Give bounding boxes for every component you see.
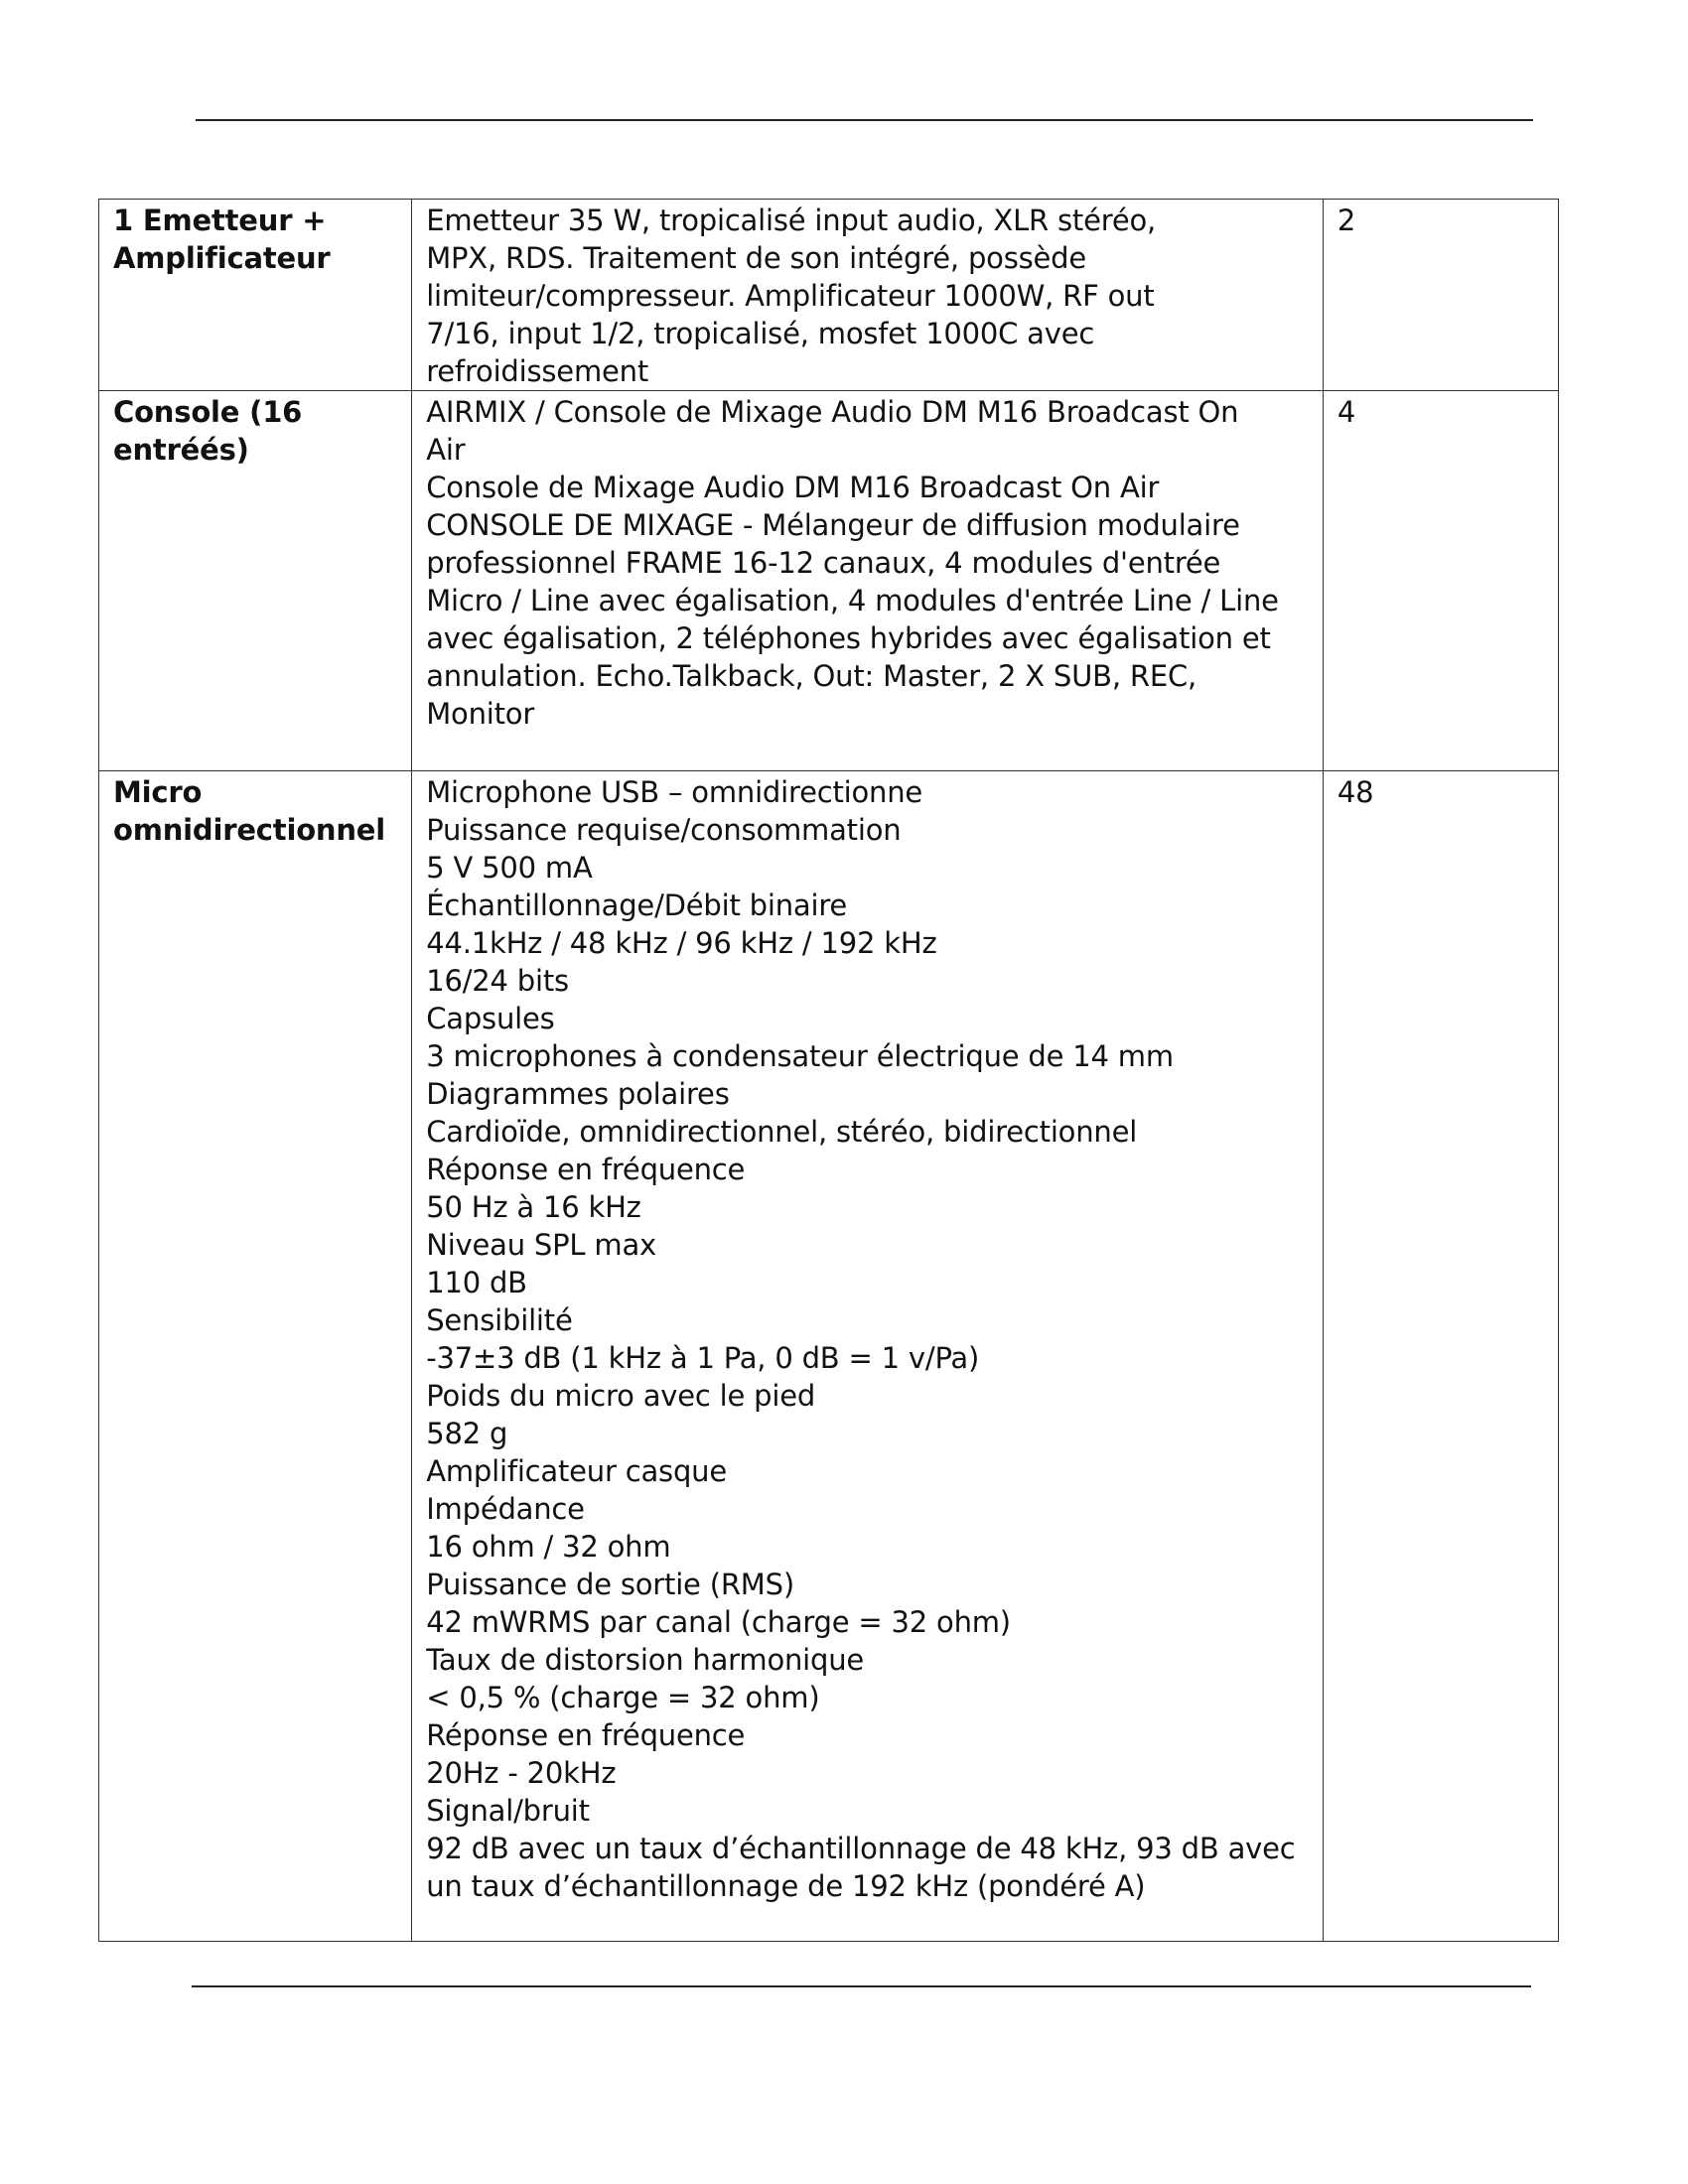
description-line: un taux d’échantillonnage de 192 kHz (pondéré A) [426, 1869, 1146, 1903]
description-line: 582 g [426, 1417, 508, 1450]
description-line: Signal/bruit [426, 1794, 590, 1828]
description-line: Puissance de sortie (RMS) [426, 1568, 794, 1601]
description-line: Niveau SPL max [426, 1228, 656, 1262]
description-line: Microphone USB – omnidirectionne [426, 775, 923, 809]
item-name-line: 1 Emetteur + [113, 204, 327, 237]
description-line: Emetteur 35 W, tropicalisé input audio, XLR stéréo, [426, 204, 1157, 237]
table-row [99, 771, 1559, 1942]
description-line: limiteur/compresseur. Amplificateur 1000W, RF out [426, 279, 1155, 313]
item-quantity-cell [1323, 771, 1558, 1942]
description-line: MPX, RDS. Traitement de son intégré, possède [426, 241, 1087, 275]
description-line: 44.1kHz / 48 kHz / 96 kHz / 192 kHz [426, 926, 937, 960]
item-quantity-cell [1323, 200, 1558, 391]
item-name-line: Micro [113, 775, 203, 809]
item-name-line: omnidirectionnel [113, 813, 386, 847]
description-line: Capsules [426, 1002, 555, 1035]
item-quantity-cell [1323, 391, 1558, 771]
description-line: Taux de distorsion harmonique [426, 1643, 865, 1677]
item-description-cell [412, 200, 1324, 391]
description-line: Poids du micro avec le pied [426, 1379, 816, 1413]
description-line: AIRMIX / Console de Mixage Audio DM M16 Broadcast On [426, 395, 1239, 429]
description-line: 7/16, input 1/2, tropicalisé, mosfet 1000C avec [426, 317, 1095, 350]
description-line: Puissance requise/consommation [426, 813, 902, 847]
description-line: Diagrammes polaires [426, 1077, 730, 1111]
description-line: 16/24 bits [426, 964, 569, 998]
table-row [99, 200, 1559, 391]
description-line: Amplificateur casque [426, 1454, 727, 1488]
table-row [99, 391, 1559, 771]
description-line: Réponse en fréquence [426, 1718, 746, 1752]
description-line: Échantillonnage/Débit binaire [426, 888, 848, 922]
description-line: 92 dB avec un taux d’échantillonnage de 48 kHz, 93 dB avec [426, 1832, 1296, 1865]
description-line: 110 dB [426, 1266, 527, 1299]
description-line: avec égalisation, 2 téléphones hybrides avec égalisation et [426, 621, 1271, 655]
description-line: refroidissement [426, 354, 648, 388]
item-name-line: entréés) [113, 433, 249, 467]
header-rule [196, 119, 1533, 121]
description-line: 3 microphones à condensateur électrique de 14 mm [426, 1039, 1174, 1073]
description-line: Cardioïde, omnidirectionnel, stéréo, bidirectionnel [426, 1115, 1138, 1149]
description-line: 42 mWRMS par canal (charge = 32 ohm) [426, 1605, 1011, 1639]
description-line: Console de Mixage Audio DM M16 Broadcast On Air [426, 471, 1160, 504]
item-name-line: Console (16 [113, 395, 303, 429]
item-name-cell [99, 200, 412, 391]
description-line: Sensibilité [426, 1303, 573, 1337]
item-name-line: Amplificateur [113, 241, 331, 275]
item-name-cell [99, 391, 412, 771]
quantity-value: 2 [1336, 204, 1356, 237]
item-description-cell [412, 771, 1324, 1942]
description-line: Micro / Line avec égalisation, 4 modules d'entrée Line / Line [426, 584, 1279, 617]
equipment-spec-table [98, 199, 1559, 1942]
item-description-cell [412, 391, 1324, 771]
footer-rule [192, 1985, 1531, 1987]
description-line: 50 Hz à 16 kHz [426, 1190, 641, 1224]
description-line: Impédance [426, 1492, 585, 1526]
quantity-value: 4 [1336, 395, 1356, 429]
description-line: Air [426, 433, 466, 467]
description-line: professionnel FRAME 16-12 canaux, 4 modules d'entrée [426, 546, 1221, 580]
description-line: 20Hz - 20kHz [426, 1756, 617, 1790]
description-line: Monitor [426, 697, 535, 731]
description-line: 5 V 500 mA [426, 851, 593, 885]
item-name-cell [99, 771, 412, 1942]
quantity-value: 48 [1336, 775, 1374, 809]
description-line: CONSOLE DE MIXAGE - Mélangeur de diffusion modulaire [426, 508, 1240, 542]
description-line: < 0,5 % (charge = 32 ohm) [426, 1681, 820, 1714]
description-line: -37±3 dB (1 kHz à 1 Pa, 0 dB = 1 v/Pa) [426, 1341, 980, 1375]
description-line: annulation. Echo.Talkback, Out: Master, 2 X SUB, REC, [426, 659, 1197, 693]
description-line: Réponse en fréquence [426, 1153, 746, 1186]
description-line: 16 ohm / 32 ohm [426, 1530, 671, 1564]
